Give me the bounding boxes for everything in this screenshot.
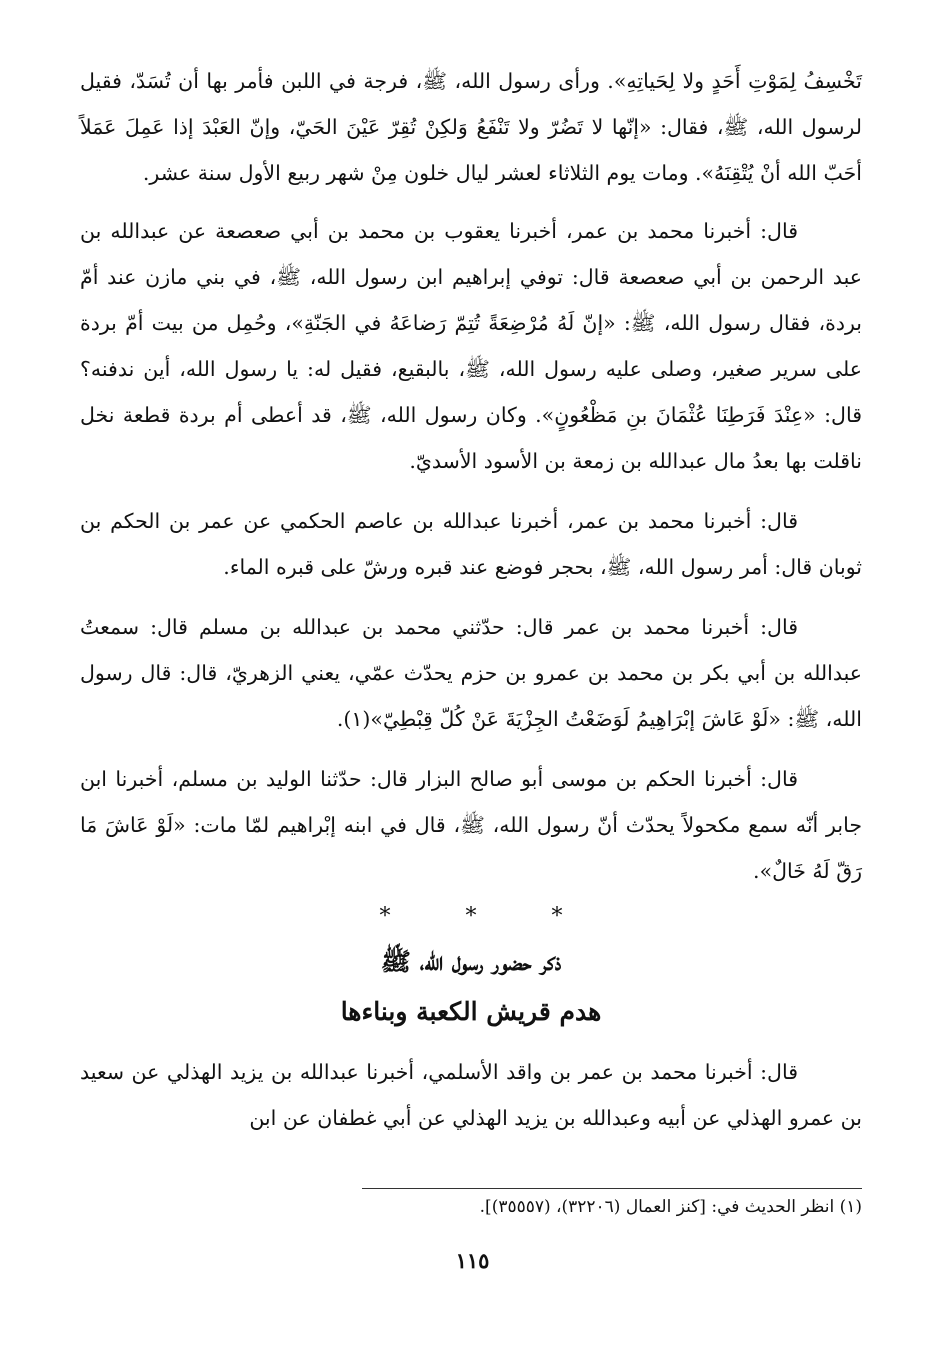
paragraph-grave-stone: قال: أخبرنا محمد بن عمر، أخبرنا عبدالله بن عاصم الحكمي عن عمر بن الحكم بن ثوبان قال: أمر رسول الله، ﷺ، بحجر فوضع عند قبره ورشّ على قبره الماء. — [80, 509, 862, 579]
paragraph-kaaba-narration: قال: أخبرنا محمد بن عمر بن واقد الأسلمي، أخبرنا عبدالله بن يزيد الهذلي عن سعيد بن عمرو الهذلي عن أبيه وعبدالله بن يزيد الهذلي عن أبي غطفان عن ابن — [80, 1060, 862, 1130]
page-number: ١١٥ — [455, 1248, 490, 1273]
paragraph-jizya-hadith: قال: أخبرنا محمد بن عمر قال: حدّثني محمد بن عبدالله بن مسلم قال: سمعتُ عبدالله بن أبي بكر بن محمد بن عمرو بن حزم يحدّث عمّي، يعني الزهريّ، قال: قال رسول الله، ﷺ: «لَوْ عَاشَ إبْرَاهِيمُ لَوَضَعْتُ الجِزْيَةَ عَنْ كُلّ قِبْطِيّ»(١). — [80, 615, 862, 731]
footnote-divider — [362, 1188, 862, 1189]
section-heading-line1: ذكر حضور رسول الله، ﷺ — [380, 947, 562, 976]
paragraph-makhul-hadith: قال: أخبرنا الحكم بن موسى أبو صالح البزار قال: حدّثنا الوليد بن مسلم، أخبرنا ابن جابر أنّه سمع مكحولاً يحدّث أنّ رسول الله، ﷺ، قال في ابنه إبْراهيم لمّا مات: «لَوْ عَاشَ مَا رَقّ لَهُ خَالٌ». — [80, 767, 862, 883]
paragraph-ibrahim-death: قال: أخبرنا محمد بن عمر، أخبرنا يعقوب بن محمد بن أبي صعصعة عن عبدالله بن عبد الرحمن بن أبي صعصعة قال: توفي إبراهيم ابن رسول الله، ﷺ، في بني مازن عند أمّ بردة، فقال رسول الله، ﷺ: «إنّ لَهُ مُرْضِعَةً تُتِمّ رَضاعَهُ في الجَنّةِ»، وحُمِل من بيت أمّ بردة على سرير صغير، وصلى عليه رسول الله، ﷺ، بالبقيع، فقيل له: يا رسول الله، أين ندفنه؟ قال: «عِنْدَ فَرَطِنَا عُثْمَانَ بنِ مَظْعُونٍ». وكان رسول الله، ﷺ، قد أعطى أم بردة قطعة نخل ناقلت بها بعدُ مال عبدالله بن زمعة بن الأسود الأسديّ. — [80, 219, 862, 473]
page-body — [80, 58, 862, 1155]
footnote: (١) انظر الحديث في: [كنز العمال (٣٢٢٠٦)، (٣٥٥٥٧)]. — [479, 1197, 862, 1217]
section-heading-line2: هدم قريش الكعبة وبناءها — [340, 997, 602, 1026]
section-separator: * * * — [379, 904, 597, 929]
paragraph-continuation: تَخْسِفُ لِمَوْتِ أَحَدٍ ولا لِحَياتِهِ». ورأى رسول الله، ﷺ، فرجة في اللبن فأمر بها أن تُسَدّ، فقيل لرسول الله، ﷺ، فقال: «إنّها لا تَضُرّ ولا تَنْفَعُ وَلكِنْ تُقِرّ عَيْنَ الحَيّ، وإنّ العَبْدَ إذا عَمِلَ عَمَلاً أحَبّ الله أنْ يُتْقِنَهُ». ومات يوم الثلاثاء لعشر ليال خلون مِنْ شهر ربيع الأول سنة عشر. — [80, 69, 862, 185]
